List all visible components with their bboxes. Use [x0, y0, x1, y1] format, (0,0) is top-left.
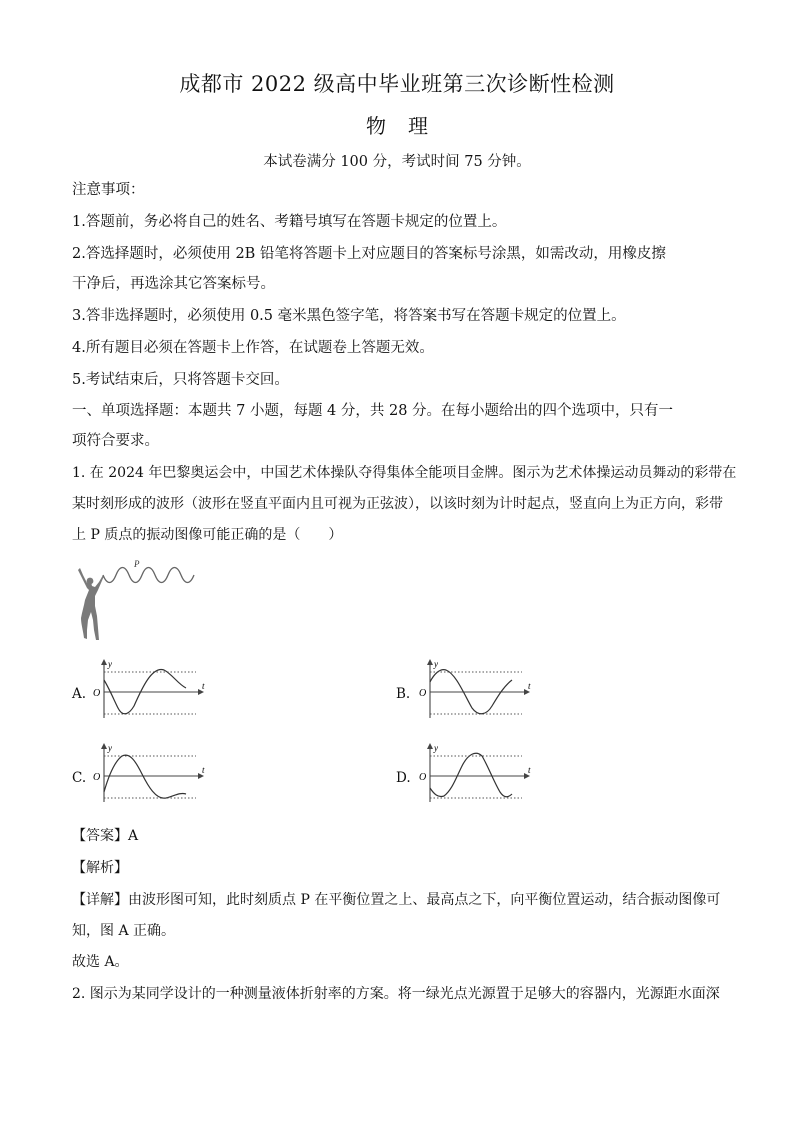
note-item: 2.答选择题时，必须使用 2B 铅笔将答题卡上对应题目的答案标号涂黑，如需改动，用橡皮擦 [72, 246, 666, 262]
option-a-label: A. [72, 686, 87, 702]
analysis-heading: 【解析】 [72, 860, 128, 876]
conclusion-line: 故选 A。 [72, 954, 129, 970]
y-axis-arrow [427, 743, 433, 749]
exam-title: 成都市 2022 级高中毕业班第三次诊断性检测 [179, 72, 615, 96]
option-c-label: C. [72, 770, 87, 786]
option-d-graph [416, 742, 536, 804]
subject-title: 物理 [366, 114, 450, 138]
option-b-label: B. [396, 686, 411, 702]
y-axis-label: y [434, 659, 438, 669]
question-1-stem: 1. 在 2024 年巴黎奥运会中，中国艺术体操队夺得集体全能项目金牌。图示为艺术体操运动员舞动的彩带在 [72, 465, 737, 481]
y-axis-label: y [108, 743, 112, 753]
question-1-stem: 某时刻形成的波形（波形在竖直平面内且可视为正弦波），以该时刻为计时起点，竖直向上为正方向，彩带 [72, 496, 723, 512]
origin-label: O [419, 688, 427, 699]
note-item: 1.答题前，务必将自己的姓名、考籍号填写在答题卡规定的位置上。 [72, 214, 507, 230]
option-c-graph [90, 742, 210, 804]
origin-label: O [419, 772, 427, 783]
option-d-label: D. [396, 770, 411, 786]
answer-line: 【答案】A [72, 828, 139, 844]
question-1-stem: 上 P 质点的振动图像可能正确的是（ ） [72, 527, 343, 543]
t-axis-label: t [528, 681, 531, 691]
origin-label: O [93, 772, 101, 783]
point-p-label: P [134, 559, 140, 569]
t-axis-label: t [202, 765, 205, 775]
note-item: 5.考试结束后，只将答题卡交回。 [72, 372, 289, 388]
section-heading: 项符合要求。 [72, 433, 159, 449]
y-axis-arrow [427, 659, 433, 665]
vibration-curve [104, 755, 186, 798]
y-axis-label: y [434, 743, 438, 753]
t-axis-label: t [202, 681, 205, 691]
detail-line: 【详解】由波形图可知，此时刻质点 P 在平衡位置之上、最高点之下，向平衡位置运动，结合振动图像可 [72, 892, 721, 908]
option-b-graph [416, 658, 536, 720]
exam-info: 本试卷满分 100 分，考试时间 75 分钟。 [263, 154, 531, 170]
option-a-graph [90, 658, 210, 720]
section-heading: 一、单项选择题：本题共 7 小题，每题 4 分，共 28 分。在每小题给出的四个选项中，只有一 [72, 403, 674, 419]
origin-label: O [93, 688, 101, 699]
gymnast-silhouette [78, 568, 104, 640]
y-axis-arrow [101, 743, 107, 749]
note-item: 3.答非选择题时，必须使用 0.5 毫米黑色签字笔，将答案书写在答题卡规定的位置上。 [72, 308, 626, 324]
notes-heading: 注意事项： [72, 182, 145, 198]
note-item: 干净后，再选涂其它答案标号。 [72, 276, 275, 292]
question-2-stem: 2. 图示为某同学设计的一种测量液体折射率的方案。将一绿光点光源置于足够大的容器内，光源距水面深 [72, 986, 720, 1002]
detail-line: 知，图 A 正确。 [72, 923, 176, 939]
vibration-curve [430, 753, 512, 797]
gymnast-ribbon-figure [74, 556, 204, 644]
y-axis-arrow [101, 659, 107, 665]
ribbon-wave [103, 568, 194, 583]
note-item: 4.所有题目必须在答题卡上作答，在试题卷上答题无效。 [72, 340, 434, 356]
t-axis-label: t [528, 765, 531, 775]
y-axis-label: y [108, 659, 112, 669]
